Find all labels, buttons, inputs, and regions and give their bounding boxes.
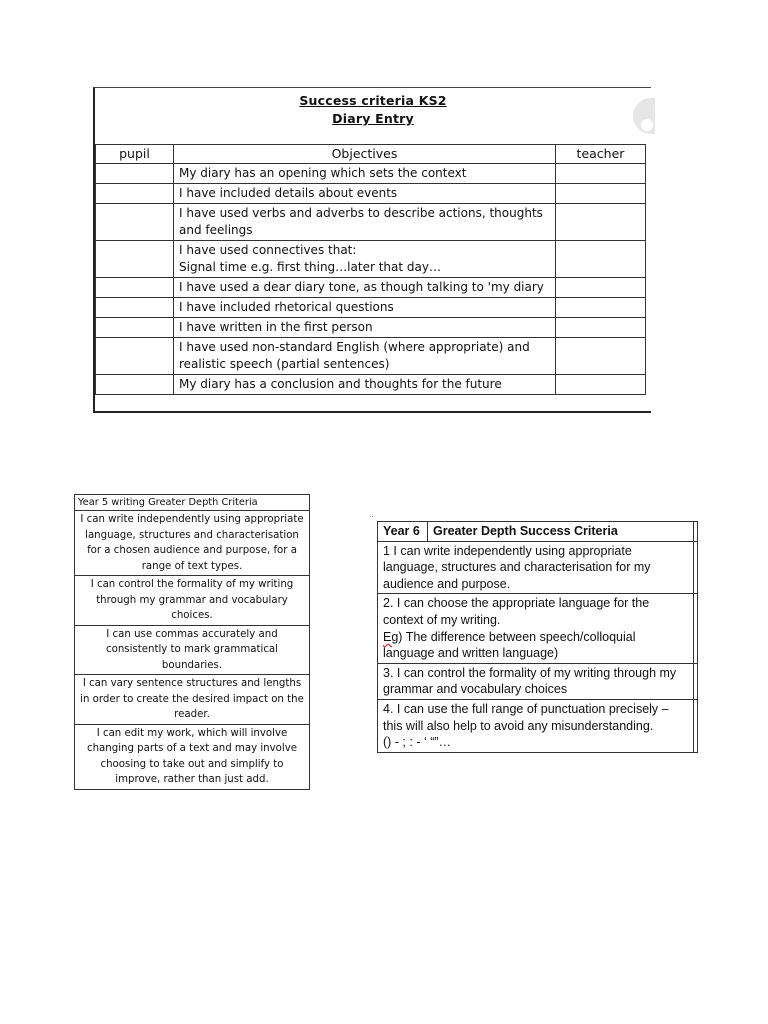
year5-criteria-table: [74, 494, 320, 790]
pupil-check-cell[interactable]: [96, 298, 174, 318]
year6-side-cell: [694, 699, 698, 752]
table-row: [96, 318, 646, 338]
year5-header-row: [75, 495, 320, 511]
teacher-check-cell[interactable]: [556, 164, 646, 184]
objective-cell: I have written in the first person: [174, 318, 556, 338]
objective-cell: I have used a dear diary tone, as though talking to 'my diary: [174, 278, 556, 298]
objective-cell: My diary has an opening which sets the context: [174, 164, 556, 184]
objective-cell: I have used verbs and adverbs to describe actions, thoughts and feelings: [174, 204, 556, 241]
year6-header: Greater Depth Success Criteria: [428, 522, 694, 542]
table-row: [96, 164, 646, 184]
teacher-check-cell[interactable]: [556, 278, 646, 298]
year5-header: Year 5 writing Greater Depth Criteria: [75, 495, 310, 511]
table-row: [378, 699, 698, 752]
year5-criterion: I can vary sentence structures and lengths in order to create the desired impact on the reader.: [75, 675, 310, 725]
year5-criterion: I can edit my work, which will involve changing parts of a text and may involve choosing to take out and simplify to improve, rather than just add.: [75, 724, 310, 789]
table-row: [96, 298, 646, 318]
teacher-check-cell[interactable]: [556, 204, 646, 241]
table-row: [96, 184, 646, 204]
ks2-header-row: [96, 145, 646, 164]
year5-side-cell: [310, 576, 320, 626]
pupil-check-cell[interactable]: [96, 204, 174, 241]
year6-header-lead: Year 6: [378, 522, 428, 542]
scroll-indicator-dot: [641, 119, 653, 131]
year6-side-cell: [694, 522, 698, 542]
year6-criterion: 3. I can control the formality of my writing through my grammar and vocabulary choices: [378, 663, 694, 699]
table-row: [75, 675, 320, 725]
year5-criterion: I can use commas accurately and consistently to mark grammatical boundaries.: [75, 625, 310, 675]
teacher-check-cell[interactable]: [556, 375, 646, 395]
objectives-column-header: Objectives: [174, 145, 556, 164]
year6-criterion-line: 4. I can use the full range of punctuation precisely – this will also help to avoid any misunderstanding.: [383, 701, 669, 733]
year5-criterion: I can write independently using appropriate language, structures and characterisation for a chosen audience and purpose, for a range of text types.: [75, 511, 310, 576]
objective-line: Signal time e.g. first thing…later that day…: [179, 260, 441, 274]
objective-cell: I have included rhetorical questions: [174, 298, 556, 318]
objective-cell: My diary has a conclusion and thoughts for the future: [174, 375, 556, 395]
year6-criterion-line: [383, 629, 688, 662]
year6-header-row: [378, 522, 698, 542]
year6-criterion-line: 2. I can choose the appropriate language for the context of my writing.: [383, 596, 650, 627]
scroll-indicator-icon: [633, 98, 655, 134]
table-row: [378, 594, 698, 663]
year6-example-text: ) The difference between speech/colloquial language and written language): [383, 629, 636, 661]
table-row: [75, 625, 320, 675]
ks2-title-line1: Success criteria KS2: [299, 93, 447, 108]
year5-criterion: I can control the formality of my writing through my grammar and vocabulary choices.: [75, 576, 310, 626]
pupil-check-cell[interactable]: [96, 278, 174, 298]
table-row: [378, 663, 698, 699]
punctuation-symbols: () - ; : - ‘ “”…: [383, 735, 452, 750]
teacher-check-cell[interactable]: [556, 338, 646, 375]
year6-anchor-marker: ..: [369, 511, 374, 519]
year6-side-cell: [694, 541, 698, 594]
pupil-check-cell[interactable]: [96, 318, 174, 338]
pupil-column-header: pupil: [96, 145, 174, 164]
year6-criteria-table: [377, 521, 698, 753]
year5-side-cell: [310, 511, 320, 576]
ks2-title-line2: Diary Entry: [332, 111, 414, 126]
teacher-check-cell[interactable]: [556, 184, 646, 204]
teacher-check-cell[interactable]: [556, 298, 646, 318]
year6-criterion: [378, 594, 694, 663]
table-row: [96, 338, 646, 375]
year5-side-cell: [310, 625, 320, 675]
pupil-check-cell[interactable]: [96, 375, 174, 395]
objective-cell: [174, 241, 556, 278]
ks2-success-criteria-sheet: [93, 87, 651, 413]
year6-criterion: 1 I can write independently using appropriate language, structures and characterisation for my audience and purpose.: [378, 541, 694, 594]
table-row: [378, 541, 698, 594]
table-row: [96, 204, 646, 241]
year6-criterion: [378, 699, 694, 752]
table-row: [75, 724, 320, 789]
year6-side-cell: [694, 663, 698, 699]
table-row: [96, 375, 646, 395]
year5-side-cell: [310, 675, 320, 725]
table-row: [75, 576, 320, 626]
teacher-column-header: teacher: [556, 145, 646, 164]
teacher-check-cell[interactable]: [556, 318, 646, 338]
teacher-check-cell[interactable]: [556, 241, 646, 278]
pupil-check-cell[interactable]: [96, 241, 174, 278]
ks2-criteria-table: [95, 144, 646, 395]
year5-side-cell: [310, 495, 320, 511]
spellcheck-flag: Eg: [383, 629, 399, 644]
objective-line: I have used connectives that:: [179, 243, 357, 257]
year6-side-cell: [694, 594, 698, 663]
table-row: [75, 511, 320, 576]
pupil-check-cell[interactable]: [96, 164, 174, 184]
objective-cell: I have used non-standard English (where appropriate) and realistic speech (partial sentences): [174, 338, 556, 375]
table-row: [96, 241, 646, 278]
pupil-check-cell[interactable]: [96, 338, 174, 375]
ks2-title: [95, 92, 651, 128]
objective-cell: I have included details about events: [174, 184, 556, 204]
year5-side-cell: [310, 724, 320, 789]
pupil-check-cell[interactable]: [96, 184, 174, 204]
table-row: [96, 278, 646, 298]
